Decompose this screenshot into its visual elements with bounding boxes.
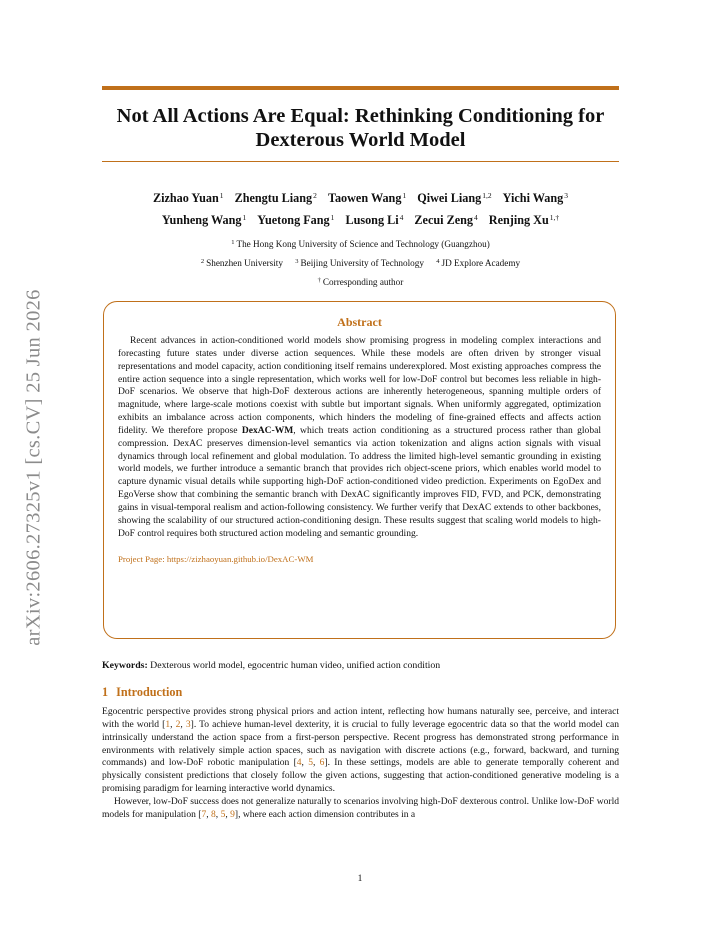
author-list [102,186,619,230]
author: Yuetong Fang$^1$ [257,213,335,227]
title-top-rule [102,86,619,90]
page-number: 1 [357,874,363,884]
keywords [102,659,619,672]
citation-link[interactable]: 2 [175,718,181,730]
author: Zecui Zeng$^4$ [414,213,478,227]
author: Renjing $Xu^{1,\dagger}$ [488,213,560,227]
author-line-2 [102,208,619,230]
abstract-text: Recent advances in action-conditioned world models show promising progress in modeling complex interactions and forecasting future states under diverse action sequences. While these models are often driven by stronger visual representations and model capacity, action conditioning itself remains underexplored. Most existing approaches compress the entire action sequence into a single representation, which works well for low-DoF control but becomes less reliable in high-DoF scenarios. We observe that high-DoF dexterous actions are inherently heterogeneous, spanning multiple orders of magnitude, where large-scale motions coexist with subtle but important signals. When uniformly aggregated, optimization exhibits an imbalance across action components, which hinders the modeling of fine-grained effects and affects action fidelity. We therefore propose DexAC-WM, which treats action conditioning as a structured process rather than global compression. DexAC preserves dimension-level semantics via action tokenization and aligns action signals with visual dynamics through local refinement and global modulation. To address the limited high-level semantic grounding in existing world models, we further introduce a semantic branch that provides rich object-scene priors, which enables world model to capture dynamic visual details while supporting high-DoF action-conditioned video prediction. Experiments on EgoDex and EgoVerse show that combining the semantic branch with DexAC significantly improves FID, FVD, and PCK, demonstrating gains in visual-temporal realism and action-following consistency. We further verify that DexAC extends to other backbones, showing the scalability of our structured action-conditioning design. These results suggest that scaling world models to high-DoF control requires both structured action modeling and semantic grounding. [118,335,601,539]
abstract-heading: Abstract [337,315,382,329]
arxiv-identifier [6,262,62,672]
keywords-label: Keywords: [102,660,148,671]
citation-link[interactable]: 3 [185,718,191,730]
paragraph: Egocentric perspective provides strong physical priors and action intent, reflecting how humans naturally see, perceive, and interact with the world [1, 2, 3]. To achieve human-level dexterity, it is crucial to fully leverage egocentric data so that the world model can intrinsically understand the action space from a first-person perspective. Recent progress has demonstrated strong performance in environments with relatively simple action spaces, such as navigation with discrete actions (e.g., forward, backward, and turning commands) and low-DoF robotic manipulation [4, 5, 6]. In these settings, models are able to generate temporally coherent and physically consistent predictions that closely follow the given actions, suggesting that action-conditioned generative modeling is a promising paradigm for learning interactive world dynamics. [102,706,620,795]
citation-link[interactable]: 9 [230,808,235,820]
citation-link[interactable]: 1 [165,718,171,730]
affiliation: $^1$ The Hong Kong University of Science and Technology (Guangzhou) [231,239,490,249]
affiliation: $^3$ Beijing University of Technology [295,258,424,268]
author: Zizhao Yuan$^1$ [152,191,224,205]
citation-link[interactable]: 7 [201,808,207,820]
section-title: Introduction [116,685,183,699]
abstract-box [103,301,616,639]
citation-link[interactable]: 5 [308,757,313,769]
paragraph: However, low-DoF success does not generalize naturally to scenarios involving high-DoF dexterous control. Unlike low-DoF world models for manipulation [7, 8, 5, 9], where each action dimension contributes in a [102,795,619,820]
project-page-link[interactable]: Project Page: https://zizhaoyuan.github.io/DexAC-WM [118,553,314,564]
section-heading [102,684,182,700]
affiliation-line-3 [102,272,619,291]
author-line-1 [102,186,619,208]
author: Yunheng Wang$^1$ [161,213,247,227]
paper-title: Not All Actions Are Equal: Rethinking Conditioning for Dexterous World Model [116,105,605,151]
method-name: DexAC-WM [241,424,294,436]
author: Yichi Wang$^3$ [502,191,569,205]
affiliation: $^4$ JD Explore Academy [436,258,521,268]
section-number: 1 [102,685,109,699]
author: Taowen Wang$^1$ [327,191,407,205]
citation-link[interactable]: 4 [296,757,302,769]
title-bottom-rule [102,161,619,162]
affiliations [102,234,619,291]
author: Lusong Li$^4$ [345,213,404,227]
arxiv-id-text: arXiv:2606.27325v1 [cs.CV] 25 Jun 2026 [22,288,45,646]
author: Zhengtu Liang$^2$ [234,191,317,205]
affiliation-line-2 [102,253,619,272]
citation-link[interactable]: 5 [220,808,226,820]
keywords-text: Dexterous world model, egocentric human video, unified action condition [150,660,441,671]
citation-link[interactable]: 8 [211,808,216,820]
author: Qiwei Liang$^{1,2}$ [417,191,492,205]
citation-link[interactable]: 6 [319,757,325,769]
corresponding-author-note: † Corresponding author [317,277,404,287]
affiliation: $^2$ Shenzhen University [200,258,283,268]
affiliation-line-1 [102,234,619,253]
introduction-body [102,706,619,822]
